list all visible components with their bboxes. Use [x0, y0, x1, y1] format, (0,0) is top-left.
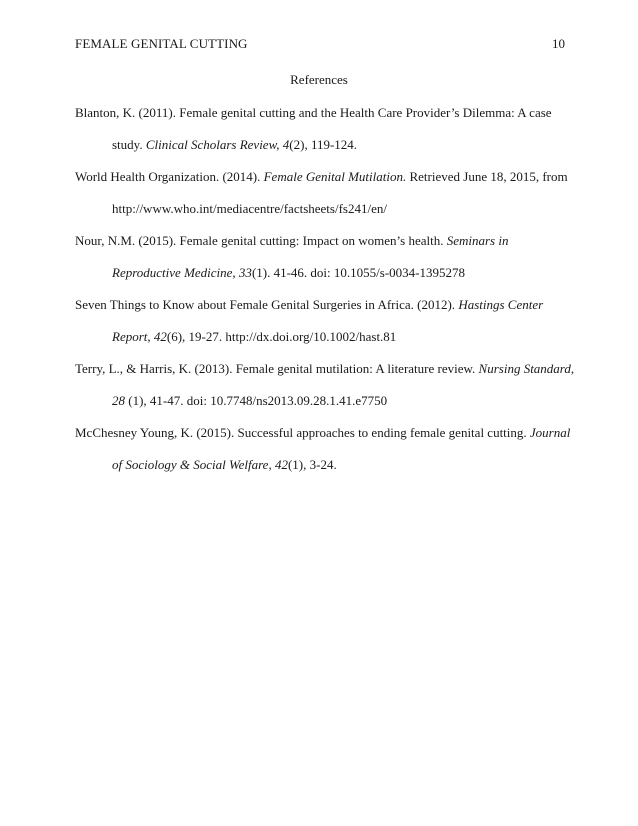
references-title: References	[290, 72, 348, 87]
reference-line-indented	[75, 193, 570, 225]
reference-entry	[75, 161, 570, 225]
reference-entry	[75, 353, 575, 417]
references-list	[75, 97, 575, 481]
reference-line-indented: Reproductive Medicine, 33(1). 41-46. doi: 10.1055/s-0034-1395278	[112, 265, 465, 280]
reference-entry	[75, 97, 570, 161]
reference-entry	[75, 289, 570, 353]
page-number: 10	[552, 36, 565, 51]
reference-line-indented: Report, 42(6), 19-27. http://dx.doi.org/10.1002/hast.81	[112, 329, 397, 344]
reference-line: Seven Things to Know about Female Genital Surgeries in Africa. (2012). Hastings Center	[75, 297, 544, 312]
reference-line-indented: 28 (1), 41-47. doi: 10.7748/ns2013.09.28.1.41.e7750	[112, 393, 388, 408]
reference-line-indented: study. Clinical Scholars Review, 4(2), 119-124.	[112, 137, 358, 152]
reference-line: Blanton, K. (2011). Female genital cutting and the Health Care Provider’s Dilemma: A case	[75, 105, 552, 120]
reference-line: World Health Organization. (2014). Female Genital Mutilation. Retrieved June 18, 2015, from	[75, 169, 568, 184]
reference-line: Nour, N.M. (2015). Female genital cutting: Impact on women’s health. Seminars in	[75, 233, 509, 248]
reference-line: Terry, L., & Harris, K. (2013). Female genital mutilation: A literature review. Nursing Standard,	[75, 361, 575, 376]
running-head: FEMALE GENITAL CUTTING	[75, 36, 248, 51]
reference-url[interactable]: http://www.who.int/mediacentre/factsheets/fs241/en/	[112, 201, 387, 216]
reference-line-indented: of Sociology & Social Welfare, 42(1), 3-24.	[112, 457, 337, 472]
reference-line: McChesney Young, K. (2015). Successful approaches to ending female genital cutting. Journal	[75, 425, 571, 440]
reference-entry	[75, 225, 570, 289]
reference-entry	[75, 417, 570, 481]
